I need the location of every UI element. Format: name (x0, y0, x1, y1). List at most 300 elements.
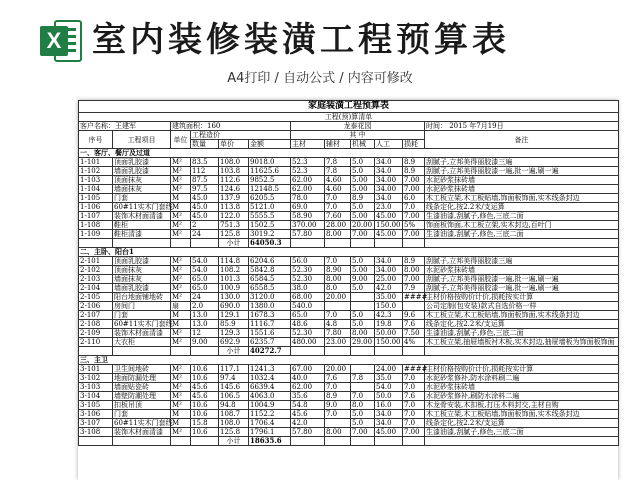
cell-labor[interactable]: 23.0 (375, 203, 403, 212)
cell-qty[interactable]: 87.5 (191, 176, 219, 185)
cell-machine[interactable]: 5.0 (351, 203, 375, 212)
empty-cell[interactable] (425, 347, 619, 356)
cell-machine[interactable]: 5.0 (351, 311, 375, 320)
cell-note[interactable]: 水泥砂浆抹砖墙 (425, 383, 619, 392)
cell-qty[interactable]: 97.5 (191, 185, 219, 194)
empty-cell[interactable] (191, 239, 219, 248)
cell-machine[interactable]: 5.00 (351, 176, 375, 185)
cell-loss[interactable]: 7.00 (403, 428, 425, 437)
cell-note[interactable]: 水泥砂浆修补,防水涂料刷二遍 (425, 374, 619, 383)
cell-item[interactable]: 墙面乳胶漆 (113, 284, 171, 293)
cell-price[interactable]: 108.7 (219, 410, 249, 419)
cell-labor[interactable]: 19.8 (375, 320, 403, 329)
cell-aux-material[interactable]: 8.00 (325, 428, 351, 437)
cell-price[interactable]: 117.1 (219, 365, 249, 374)
cell-seq[interactable]: 2-103 (79, 275, 113, 284)
cell-loss[interactable]: 7.00 (403, 275, 425, 284)
cell-price[interactable]: 125.8 (219, 428, 249, 437)
cell-qty[interactable]: 83.5 (191, 158, 219, 167)
cell-qty[interactable]: 10.6 (191, 428, 219, 437)
cell-aux-material[interactable]: 7.0 (325, 194, 351, 203)
cell-unit[interactable]: M² (171, 185, 191, 194)
cell-seq[interactable]: 3-107 (79, 419, 113, 428)
cell-amount[interactable]: 1796.1 (249, 428, 291, 437)
cell-main-material[interactable]: 52.30 (291, 266, 325, 275)
cell-unit[interactable]: M (171, 419, 191, 428)
cell-main-material[interactable]: 40.0 (291, 374, 325, 383)
cell-price[interactable]: 97.4 (219, 374, 249, 383)
cell-price[interactable]: 101.3 (219, 275, 249, 284)
cell-loss[interactable]: 7.0 (403, 401, 425, 410)
cell-seq[interactable]: 3-103 (79, 383, 113, 392)
cell-seq[interactable]: 1-107 (79, 212, 113, 221)
cell-loss[interactable]: 7.50 (403, 329, 425, 338)
cell-amount[interactable]: 9852.5 (249, 176, 291, 185)
cell-unit[interactable]: M² (171, 167, 191, 176)
cell-item[interactable]: 门套 (113, 311, 171, 320)
cell-machine[interactable]: 8.00 (351, 329, 375, 338)
empty-cell[interactable] (403, 239, 425, 248)
cell-aux-material[interactable]: 4.8 (325, 320, 351, 329)
cell-qty[interactable]: 45.6 (191, 392, 219, 401)
cell-qty[interactable]: 10.6 (191, 374, 219, 383)
cell-machine[interactable]: 7.00 (351, 428, 375, 437)
cell-main-material[interactable]: 78.0 (291, 194, 325, 203)
cell-labor[interactable]: 50.00 (375, 329, 403, 338)
cell-qty[interactable]: 24 (191, 230, 219, 239)
cell-qty[interactable]: 10.6 (191, 365, 219, 374)
cell-seq[interactable]: 1-103 (79, 176, 113, 185)
cell-loss[interactable]: #### (404, 365, 428, 373)
cell-aux-material[interactable]: 8.0 (325, 284, 351, 293)
cell-main-material[interactable]: 58.90 (291, 212, 325, 221)
date-cell[interactable]: 时间： 2015 年7月19日 (425, 122, 619, 131)
cell-amount[interactable]: 6204.6 (249, 257, 291, 266)
cell-unit[interactable]: M² (171, 257, 191, 266)
cell-aux-material[interactable]: 28.00 (325, 221, 351, 230)
empty-cell[interactable] (403, 437, 425, 446)
cell-labor[interactable]: 34.00 (375, 185, 403, 194)
cell-main-material[interactable]: 370.00 (291, 221, 325, 230)
cell-amount[interactable]: 6558.5 (249, 284, 291, 293)
cell-main-material[interactable]: 68.00 (291, 293, 325, 302)
cell-aux-material[interactable]: 7.0 (325, 410, 351, 419)
section-title[interactable]: 一、客厅、餐厅及过道 (79, 149, 619, 158)
cell-labor[interactable]: 42.0 (375, 284, 403, 293)
cell-machine[interactable]: 5.0 (351, 158, 375, 167)
cell-seq[interactable]: 3-106 (79, 410, 113, 419)
cell-note[interactable]: 木龙骨安装,木扣板,打压木料封交,主材自购 (425, 401, 619, 410)
cell-note[interactable]: 木工板立架,木工板贴墙,饰面板饰面,实木线条封边 (425, 410, 619, 419)
cell-machine[interactable] (351, 365, 375, 374)
cell-amount[interactable]: 5842.8 (249, 266, 291, 275)
cell-machine[interactable]: 20.00 (351, 221, 375, 230)
cell-item[interactable]: 装饰木材面清漆 (113, 212, 171, 221)
cell-note[interactable]: 木工板立架,木工板贴墙,饰面板饰面,实木线条封边 (425, 194, 619, 203)
cell-machine[interactable]: 5.00 (351, 212, 375, 221)
cell-unit[interactable]: M² (171, 212, 191, 221)
cell-unit[interactable]: M² (171, 221, 191, 230)
client-cell[interactable] (79, 122, 171, 131)
cell-main-material[interactable]: 54.8 (291, 401, 325, 410)
cell-item[interactable]: 卫生间地砖 (113, 365, 171, 374)
cell-price[interactable]: 137.9 (219, 194, 249, 203)
cell-note[interactable]: 生漆油漆,刮腻子,修色,三底二面 (425, 212, 619, 221)
cell-loss[interactable]: 6.0 (403, 194, 425, 203)
cell-unit[interactable]: M² (171, 293, 191, 302)
cell-item[interactable]: 地面防漏处理 (113, 374, 171, 383)
cell-machine[interactable]: 5.0 (351, 410, 375, 419)
cell-item[interactable]: 顶面乳胶漆 (113, 158, 171, 167)
cell-loss[interactable]: #### (404, 293, 428, 301)
cell-amount[interactable]: 11625.6 (249, 167, 291, 176)
cell-unit[interactable]: M² (171, 392, 191, 401)
empty-cell[interactable] (375, 437, 403, 446)
cell-note[interactable]: 刮腻子,立邦美得丽胶漆三遍 (425, 257, 619, 266)
cell-aux-material[interactable]: 8.9 (325, 392, 351, 401)
cell-loss[interactable]: 7.0 (403, 203, 425, 212)
cell-unit[interactable]: M² (171, 338, 191, 347)
empty-cell[interactable] (425, 239, 619, 248)
cell-aux-material[interactable]: 7.80 (325, 329, 351, 338)
cell-price[interactable]: 108.0 (219, 158, 249, 167)
cell-labor[interactable]: 34.0 (375, 194, 403, 203)
cell-loss[interactable] (403, 302, 425, 311)
cell-seq[interactable]: 2-102 (79, 266, 113, 275)
empty-cell[interactable] (351, 437, 375, 446)
cell-labor[interactable]: 16.0 (375, 401, 403, 410)
cell-aux-material[interactable]: 7.8 (325, 167, 351, 176)
cell-price[interactable]: 103.8 (219, 167, 249, 176)
cell-seq[interactable]: 3-108 (79, 428, 113, 437)
cell-price[interactable]: 114.8 (219, 257, 249, 266)
cell-loss[interactable]: 7.6 (403, 392, 425, 401)
cell-price[interactable]: 751.3 (219, 221, 249, 230)
cell-qty[interactable]: 65.0 (191, 284, 219, 293)
cell-labor[interactable]: 45.00 (375, 212, 403, 221)
cell-item[interactable]: 鞋柜 (113, 221, 171, 230)
subtotal-label[interactable]: 小计 (219, 347, 249, 356)
cell-price[interactable]: 129.1 (219, 311, 249, 320)
subtotal-value[interactable]: 40272.7 (249, 347, 291, 356)
cell-aux-material[interactable]: 20.00 (325, 365, 351, 374)
cell-loss[interactable]: 4% (403, 338, 425, 347)
empty-cell[interactable] (171, 239, 191, 248)
cell-unit[interactable]: M (171, 194, 191, 203)
cell-price[interactable]: 690.0 (219, 302, 249, 311)
cell-seq[interactable]: 2-107 (79, 311, 113, 320)
cell-note[interactable]: 水泥砂浆抹砖墙 (425, 266, 619, 275)
cell-qty[interactable]: 13.0 (191, 311, 219, 320)
cell-qty[interactable]: 45.0 (191, 194, 219, 203)
empty-cell[interactable] (325, 347, 351, 356)
cell-machine[interactable]: 8.0 (351, 401, 375, 410)
cell-seq[interactable]: 2-110 (79, 338, 113, 347)
cell-amount[interactable]: 9018.0 (249, 158, 291, 167)
cell-item[interactable]: 门套 (113, 194, 171, 203)
cell-price[interactable]: 106.5 (219, 392, 249, 401)
cell-price[interactable]: 108.2 (219, 266, 249, 275)
cell-seq[interactable]: 2-106 (79, 302, 113, 311)
empty-cell[interactable] (113, 347, 171, 356)
cell-seq[interactable]: 1-106 (79, 203, 113, 212)
cell-amount[interactable]: 1032.4 (249, 374, 291, 383)
cell-main-material[interactable]: 45.6 (291, 410, 325, 419)
cell-item[interactable]: 墙面贴瓷砖 (113, 383, 171, 392)
cell-price[interactable]: 108.0 (219, 419, 249, 428)
cell-loss[interactable]: 7.6 (403, 320, 425, 329)
empty-cell[interactable] (351, 239, 375, 248)
cell-item[interactable]: 装饰木材面清漆 (113, 329, 171, 338)
cell-note[interactable]: 主材价格按购价计价,损耗按实计算 (425, 293, 619, 302)
cell-unit[interactable]: M² (171, 230, 191, 239)
cell-aux-material[interactable]: 7.0 (325, 311, 351, 320)
cell-price[interactable]: 692.9 (219, 338, 249, 347)
cell-qty[interactable]: 10.6 (191, 401, 219, 410)
cell-labor[interactable]: 45.00 (375, 230, 403, 239)
empty-cell[interactable] (171, 437, 191, 446)
cell-aux-material[interactable] (325, 302, 351, 311)
cell-main-material[interactable]: 69.0 (291, 203, 325, 212)
cell-main-material[interactable]: 52.30 (291, 329, 325, 338)
cell-item[interactable]: 墙面抹灰 (113, 185, 171, 194)
cell-unit[interactable]: M² (171, 401, 191, 410)
cell-price[interactable]: 124.6 (219, 185, 249, 194)
subtotal-label[interactable]: 小计 (219, 239, 249, 248)
cell-amount[interactable]: 12148.5 (249, 185, 291, 194)
cell-aux-material[interactable]: 7.0 (325, 257, 351, 266)
cell-price[interactable]: 100.9 (219, 284, 249, 293)
cell-machine[interactable]: 7.0 (351, 392, 375, 401)
cell-seq[interactable]: 2-101 (79, 257, 113, 266)
cell-item[interactable]: 墙面抹灰 (113, 275, 171, 284)
cell-main-material[interactable]: 480.00 (291, 338, 325, 347)
empty-cell[interactable] (351, 347, 375, 356)
empty-cell[interactable] (325, 239, 351, 248)
cell-item[interactable]: 大衣柜 (113, 338, 171, 347)
cell-labor[interactable]: 150.0 (375, 302, 403, 311)
cell-item[interactable]: 60#11实木门套线 (114, 419, 173, 427)
cell-machine[interactable]: 5.0 (351, 167, 375, 176)
cell-aux-material[interactable]: 20.00 (325, 293, 351, 302)
cell-loss[interactable]: 8.9 (403, 158, 425, 167)
cell-qty[interactable]: 15.8 (191, 419, 219, 428)
cell-aux-material[interactable]: 7.8 (325, 158, 351, 167)
empty-cell[interactable] (79, 437, 113, 446)
cell-amount[interactable]: 1678.3 (249, 311, 291, 320)
cell-unit[interactable]: M (171, 203, 191, 212)
cell-aux-material[interactable] (325, 419, 351, 428)
cell-amount[interactable]: 6584.5 (249, 275, 291, 284)
cell-qty[interactable]: 2 (191, 221, 219, 230)
cell-main-material[interactable]: 67.00 (291, 365, 325, 374)
cell-qty[interactable]: 45.0 (191, 212, 219, 221)
cell-note[interactable]: 刮腻子,立邦美得丽胶漆三遍 (425, 158, 619, 167)
cell-main-material[interactable]: 57.80 (291, 230, 325, 239)
cell-item[interactable]: 门套 (113, 410, 171, 419)
cell-loss[interactable]: 7.9 (403, 284, 425, 293)
cell-main-material[interactable]: 56.0 (291, 257, 325, 266)
cell-amount[interactable]: 1004.9 (249, 401, 291, 410)
cell-main-material[interactable]: 52.30 (291, 275, 325, 284)
cell-amount[interactable]: 6639.4 (249, 383, 291, 392)
cell-loss[interactable]: 7.0 (403, 410, 425, 419)
cell-note[interactable]: 刮腻子,立邦美得丽胶漆一遍,批一遍,刷一遍 (425, 275, 619, 284)
cell-unit[interactable]: M (171, 311, 191, 320)
empty-cell[interactable] (113, 437, 171, 446)
cell-unit[interactable]: M² (171, 284, 191, 293)
cell-loss[interactable]: 7.00 (403, 176, 425, 185)
empty-cell[interactable] (191, 347, 219, 356)
empty-cell[interactable] (291, 437, 325, 446)
cell-amount[interactable]: 1551.6 (249, 329, 291, 338)
cell-seq[interactable]: 1-102 (79, 167, 113, 176)
section-title[interactable]: 二、主卧、阳台1 (79, 248, 619, 257)
cell-labor[interactable]: 54.0 (375, 383, 403, 392)
cell-unit[interactable]: M² (171, 158, 191, 167)
cell-machine[interactable] (351, 293, 375, 302)
cell-loss[interactable]: 8.9 (403, 167, 425, 176)
cell-main-material[interactable]: 48.6 (291, 320, 325, 329)
cell-labor[interactable]: 34.00 (375, 176, 403, 185)
cell-note[interactable]: 生漆油漆,刮腻子,修色,三底二面 (425, 329, 619, 338)
cell-amount[interactable]: 1706.4 (249, 419, 291, 428)
cell-unit[interactable]: M² (171, 176, 191, 185)
cell-note[interactable]: 饰面板饰面,木工板立架,实木封边,百叶门 (425, 221, 619, 230)
cell-loss[interactable]: 8.9 (403, 257, 425, 266)
cell-labor[interactable]: 25.00 (375, 275, 403, 284)
cell-loss[interactable]: 7.0 (403, 419, 425, 428)
cell-aux-material[interactable]: 4.60 (325, 185, 351, 194)
cell-seq[interactable]: 1-105 (79, 194, 113, 203)
cell-note[interactable]: 生漆油漆,刮腻子,修色,三底二面 (425, 230, 619, 239)
cell-seq[interactable]: 1-109 (79, 230, 113, 239)
cell-amount[interactable]: 1152.2 (249, 410, 291, 419)
cell-unit[interactable]: M² (171, 374, 191, 383)
cell-seq[interactable]: 3-101 (79, 365, 113, 374)
cell-loss[interactable]: 8.00 (403, 266, 425, 275)
cell-unit[interactable]: 扇 (171, 302, 191, 311)
cell-price[interactable]: 122.0 (219, 212, 249, 221)
cell-price[interactable]: 145.6 (219, 383, 249, 392)
cell-machine[interactable]: 5.00 (351, 185, 375, 194)
cell-machine[interactable]: 9.00 (351, 275, 375, 284)
cell-amount[interactable]: 1380.0 (249, 302, 291, 311)
cell-seq[interactable]: 1-108 (79, 221, 113, 230)
cell-item[interactable]: 60#11实木门套线 (114, 203, 173, 211)
subtotal-value[interactable]: 18635.6 (249, 437, 291, 446)
cell-labor[interactable]: 34.0 (375, 167, 403, 176)
cell-price[interactable]: 113.8 (219, 203, 249, 212)
cell-main-material[interactable]: 57.80 (291, 428, 325, 437)
cell-amount[interactable]: 1116.7 (249, 320, 291, 329)
cell-unit[interactable]: M² (171, 329, 191, 338)
cell-unit[interactable]: M² (171, 383, 191, 392)
empty-cell[interactable] (325, 437, 351, 446)
cell-amount[interactable]: 6235.7 (249, 338, 291, 347)
empty-cell[interactable] (171, 347, 191, 356)
cell-labor[interactable]: 35.0 (375, 374, 403, 383)
cell-seq[interactable]: 3-104 (79, 392, 113, 401)
cell-labor[interactable]: 34.00 (375, 266, 403, 275)
cell-item[interactable]: 墙面乳胶漆 (113, 167, 171, 176)
cell-seq[interactable]: 2-108 (79, 320, 113, 329)
cell-machine[interactable]: 5.0 (351, 257, 375, 266)
cell-unit[interactable]: M² (171, 365, 191, 374)
cell-labor[interactable]: 34.0 (375, 419, 403, 428)
cell-qty[interactable]: 54.0 (191, 257, 219, 266)
cell-labor[interactable]: 24.00 (375, 365, 403, 374)
cell-qty[interactable]: 45.6 (191, 383, 219, 392)
cell-amount[interactable]: 5121.0 (249, 203, 291, 212)
cell-seq[interactable]: 1-104 (79, 185, 113, 194)
empty-cell[interactable] (191, 437, 219, 446)
subtotal-label[interactable]: 小计 (219, 437, 249, 446)
cell-seq[interactable]: 3-102 (79, 374, 113, 383)
cell-machine[interactable] (351, 302, 375, 311)
cell-main-material[interactable]: 38.0 (291, 284, 325, 293)
cell-item[interactable]: 顶面乳胶漆 (113, 257, 171, 266)
empty-cell[interactable] (425, 437, 619, 446)
empty-cell[interactable] (375, 347, 403, 356)
cell-main-material[interactable]: 52.3 (291, 158, 325, 167)
cell-seq[interactable]: 2-105 (79, 293, 113, 302)
cell-amount[interactable]: 1502.5 (249, 221, 291, 230)
cell-machine[interactable]: 5.0 (351, 284, 375, 293)
cell-qty[interactable]: 2.0 (191, 302, 219, 311)
cell-labor[interactable]: 34.0 (375, 410, 403, 419)
cell-seq[interactable]: 2-104 (79, 284, 113, 293)
cell-labor[interactable]: 150.00 (376, 221, 401, 229)
cell-main-material[interactable]: 62.00 (291, 185, 325, 194)
empty-cell[interactable] (291, 347, 325, 356)
cell-amount[interactable]: 1241.3 (249, 365, 291, 374)
section-title[interactable]: 三、主卫 (79, 356, 619, 365)
cell-machine[interactable]: 7.8 (351, 374, 375, 383)
cell-aux-material[interactable]: 7.6 (325, 374, 351, 383)
cell-seq[interactable]: 3-105 (79, 401, 113, 410)
cell-note[interactable]: 水泥砂浆抹砖墙 (425, 176, 619, 185)
cell-loss[interactable]: 5% (403, 221, 425, 230)
cell-aux-material[interactable]: 7.0 (325, 383, 351, 392)
cell-machine[interactable]: 29.00 (351, 338, 375, 347)
cell-main-material[interactable]: 540.0 (291, 302, 325, 311)
cell-main-material[interactable]: 62.00 (291, 176, 325, 185)
cell-labor[interactable]: 150.00 (376, 338, 401, 346)
cell-aux-material[interactable]: 8.00 (325, 275, 351, 284)
cell-main-material[interactable]: 52.3 (291, 167, 325, 176)
cell-machine[interactable]: 5.0 (351, 419, 375, 428)
cell-note[interactable]: 公司定制(包安装)款式自选价格一样 (425, 302, 619, 311)
empty-cell[interactable] (375, 239, 403, 248)
cell-note[interactable]: 水泥砂浆抹砖墙 (425, 185, 619, 194)
cell-labor[interactable]: 35.00 (375, 293, 403, 302)
cell-main-material[interactable]: 35.6 (291, 392, 325, 401)
cell-loss[interactable]: 7.0 (403, 374, 425, 383)
cell-qty[interactable]: 112 (191, 167, 219, 176)
cell-amount[interactable]: 5555.5 (249, 212, 291, 221)
cell-unit[interactable]: M (171, 320, 191, 329)
cell-price[interactable]: 129.3 (219, 329, 249, 338)
project-name[interactable]: 龙泰花园 (291, 122, 425, 131)
cell-qty[interactable]: 45.0 (191, 203, 219, 212)
cell-item[interactable]: 扣板吊顶 (113, 401, 171, 410)
cell-machine[interactable]: 7.00 (351, 230, 375, 239)
cell-unit[interactable]: M (171, 410, 191, 419)
empty-cell[interactable] (403, 347, 425, 356)
cell-seq[interactable]: 2-109 (79, 329, 113, 338)
cell-amount[interactable]: 4063.0 (249, 392, 291, 401)
